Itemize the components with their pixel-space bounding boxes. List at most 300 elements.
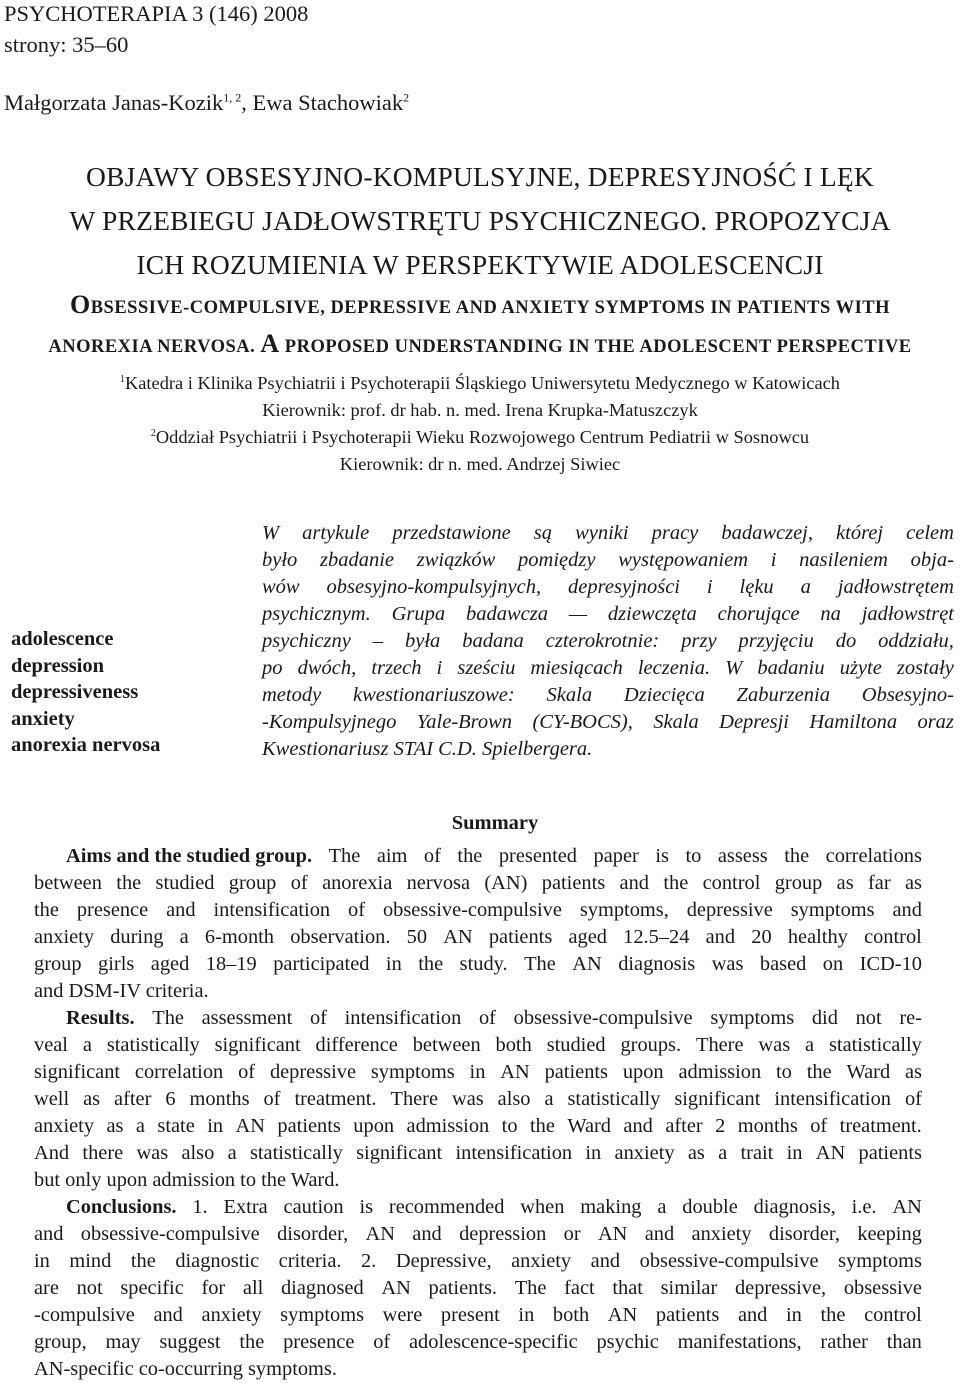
word: did [811, 1007, 838, 1029]
word: the [806, 1061, 832, 1083]
affiliation-head: Kierownik: dr n. med. Andrzej Siwiec [339, 454, 621, 474]
word: in [518, 1304, 535, 1326]
title-line: OBJAWY OBSESYJNO-KOMPULSYJNE, DEPRESYJNOŚĆ I LĘK [86, 161, 874, 192]
author-separator: , [241, 90, 253, 115]
word: when [520, 1196, 565, 1218]
word: anxiety [691, 1223, 752, 1245]
word: aim [376, 845, 408, 867]
word: zostały [896, 657, 954, 679]
word: zbadanie [320, 549, 395, 571]
word: obsessive-compulsive [639, 1250, 819, 1272]
word: – [372, 630, 384, 652]
keyword: anorexia nervosa [11, 734, 161, 756]
word: to [501, 1115, 518, 1137]
word: to [776, 1061, 792, 1083]
word: a [179, 926, 189, 948]
summary-heading: Summary [451, 812, 539, 834]
word: obsessive [843, 1277, 922, 1299]
journal-title: PSYCHOTERAPIA 3 (146) 2008 [4, 1, 309, 26]
word: treatment. [839, 1115, 922, 1137]
word: symptoms [370, 1061, 455, 1083]
word: Yale-Brown [416, 711, 513, 733]
word: and [705, 926, 736, 948]
text-line [34, 1248, 922, 1275]
word: 6-month [204, 926, 275, 948]
text-line [262, 520, 954, 547]
affiliation-line [0, 370, 960, 397]
word: present [440, 1304, 500, 1326]
text-line [34, 1275, 922, 1302]
word: the [130, 1250, 156, 1272]
affiliation-number: 1 [119, 373, 125, 385]
word: a [82, 1034, 92, 1056]
word: użyte [839, 657, 882, 679]
word: keeping [857, 1223, 922, 1245]
word: Hamiltona [809, 711, 898, 733]
author-name: Małgorzata Janas-Kozik [4, 90, 224, 115]
word: nasileniem [799, 549, 888, 571]
word: on [822, 953, 844, 975]
word: The [328, 845, 361, 867]
word: metody [262, 684, 322, 706]
word: group [34, 953, 82, 975]
title-line: W PRZEBIEGU JADŁOWSTRĘTU PSYCHICZNEGO. PROPOZYCJA [69, 205, 891, 236]
word: depresyjności [568, 576, 681, 598]
word: the [34, 899, 59, 921]
word: difference [315, 1034, 398, 1056]
word: depressive [686, 899, 773, 921]
text-line [34, 1086, 922, 1113]
word: obsessive-compulsive [382, 899, 562, 921]
title-line [0, 287, 960, 326]
word: disorder, [768, 1223, 840, 1245]
word: Kwestionariusz STAI C.D. Spielbergera. [262, 738, 593, 760]
word: patients [544, 1061, 608, 1083]
word: 12.5–24 [623, 926, 690, 948]
word: observation. [290, 926, 391, 948]
word: control [864, 926, 922, 948]
title-line: ICH ROZUMIENIA W PERSPEKTYWIE ADOLESCENCJI [136, 249, 824, 280]
word: statistically [106, 1034, 200, 1056]
word: AN [597, 1223, 628, 1245]
word: 18–19 [205, 953, 257, 975]
word: statistically [567, 1088, 661, 1110]
word: AN [607, 1304, 638, 1326]
word: obja- [910, 549, 954, 571]
word: study. [459, 953, 508, 975]
word: groups. [620, 1034, 682, 1056]
word: was [136, 1142, 169, 1164]
word: W [725, 657, 743, 679]
word: AN [815, 1142, 846, 1164]
word: a [805, 1034, 815, 1056]
text-line [262, 601, 954, 628]
word: also [181, 1142, 215, 1164]
word: badawczej, [721, 522, 813, 544]
word: girls [98, 953, 135, 975]
word: -Kompulsyjnego [262, 711, 397, 733]
word: admission [678, 1061, 762, 1083]
word: and [34, 1223, 64, 1245]
word: a [544, 1088, 554, 1110]
word: also [497, 1088, 531, 1110]
word: Depresji [719, 711, 789, 733]
word: Skala [546, 684, 593, 706]
word: correlation [134, 1061, 224, 1083]
word: są [533, 522, 553, 544]
word: wyniki [575, 522, 629, 544]
word: presence [283, 1331, 355, 1353]
word: assessment [201, 1007, 293, 1029]
word: suggest [159, 1331, 221, 1353]
word: assess [717, 845, 768, 867]
word: there [82, 1142, 124, 1164]
word: dziewczęta [607, 603, 697, 625]
word: as [836, 872, 854, 894]
word: fact [564, 1277, 595, 1299]
section-label: Aims and the studied group. [66, 845, 313, 867]
word: było [262, 549, 298, 571]
summary-body [34, 843, 922, 1383]
word: anxiety [614, 1142, 675, 1164]
word: badana [462, 630, 524, 652]
text-line [34, 1356, 922, 1383]
text-line [34, 1113, 922, 1140]
word: than [886, 1331, 922, 1353]
word: związków [416, 549, 496, 571]
word: the [116, 872, 142, 894]
word: presence [76, 899, 149, 921]
word: not [855, 1007, 882, 1029]
word: pracy [651, 522, 699, 544]
word: is [655, 845, 669, 867]
text-line [262, 655, 954, 682]
word: in [34, 1250, 50, 1272]
word: treatment. [294, 1088, 377, 1110]
word: celem [906, 522, 954, 544]
word: 2. [361, 1250, 377, 1272]
word: a [227, 1142, 237, 1164]
word: patients [655, 1304, 720, 1326]
word: badaniu [757, 657, 825, 679]
affiliation-text: Oddział Psychiatrii i Psychoterapii Wieku Rozwojowego Centrum Pediatrii w Sosnowcu [155, 427, 810, 447]
word: anorexia [322, 872, 393, 894]
word: correlations [825, 845, 922, 867]
word: a [718, 1142, 728, 1164]
word: based [759, 953, 807, 975]
word: specific [120, 1277, 184, 1299]
word: a [800, 576, 811, 598]
word: a [135, 1115, 145, 1137]
text-line [262, 547, 954, 574]
word: upon [622, 1061, 664, 1083]
word: in [786, 1142, 803, 1164]
text-line [34, 1194, 922, 1221]
author-affiliation-ref: 2 [403, 90, 410, 105]
keyword: depression [11, 654, 105, 677]
word: of [423, 845, 441, 867]
word: miesiącach [530, 657, 623, 679]
word: of [290, 872, 308, 894]
word: chorujące [717, 603, 800, 625]
word: in [385, 953, 402, 975]
word: do [835, 630, 857, 652]
word: are [34, 1277, 59, 1299]
word: significant [356, 1142, 443, 1164]
word: Depressive, [395, 1250, 492, 1272]
text-line [34, 1140, 922, 1167]
word: control [702, 872, 761, 894]
word: obsessive-compulsive [80, 1223, 260, 1245]
word: -compulsive [34, 1304, 135, 1326]
title-line [0, 326, 960, 365]
word: as [905, 1061, 922, 1083]
word: caution [283, 1196, 344, 1218]
word: Ward [567, 1115, 611, 1137]
word: between [34, 872, 102, 894]
text-line [34, 843, 922, 870]
text-line [34, 1167, 922, 1194]
word: i [770, 549, 777, 571]
word: AN [500, 1061, 530, 1083]
word: The [152, 1007, 184, 1029]
word: after [665, 1115, 703, 1137]
word: AN [235, 1115, 265, 1137]
word: months [189, 1088, 250, 1110]
word: criteria. [278, 1250, 342, 1272]
word: the [663, 872, 689, 894]
word: symptoms [710, 1007, 795, 1029]
word: diagnosis [618, 953, 696, 975]
word: healthy [787, 926, 848, 948]
word: obsessive-compulsive [513, 1007, 693, 1029]
word: 1. [192, 1196, 208, 1218]
word: in [585, 1142, 602, 1164]
text-line [34, 1329, 922, 1356]
word: group [774, 872, 823, 894]
word: admission [406, 1115, 490, 1137]
word: double [682, 1196, 738, 1218]
text-line [34, 924, 922, 951]
text-line [262, 682, 954, 709]
word: symptoms [790, 899, 875, 921]
authors [4, 89, 409, 117]
word: sześciu [457, 657, 516, 679]
section-label: Results. [66, 1007, 135, 1029]
word: dwóch, [297, 657, 357, 679]
word: is [359, 1196, 374, 1218]
word: diagnosis, [753, 1196, 836, 1218]
word: była [405, 630, 441, 652]
word: but only upon admission to the Ward. [34, 1169, 340, 1191]
word: diagnosed [280, 1277, 364, 1299]
title-text: BSESSIVE-COMPULSIVE, DEPRESSIVE AND ANXIETY SYMPTOMS IN PATIENTS WITH [90, 298, 891, 318]
word: intensification [774, 1088, 891, 1110]
word: psychic [596, 1331, 659, 1353]
word: 6 [165, 1088, 176, 1110]
word: manifestations, [677, 1331, 802, 1353]
word: trzech [371, 657, 422, 679]
word: 2 [715, 1115, 726, 1137]
word: Zaburzenia [736, 684, 830, 706]
word: przedstawione [392, 522, 511, 544]
word: presented [498, 845, 577, 867]
word: making [580, 1196, 642, 1218]
affiliation-number: 2 [150, 427, 156, 439]
word: depressive [269, 1061, 357, 1083]
word: all [242, 1277, 264, 1299]
text-line [34, 870, 922, 897]
word: intensification [455, 1142, 573, 1164]
word: significant [214, 1034, 301, 1056]
word: diagnostic [175, 1250, 260, 1272]
word: anxiety [34, 1115, 95, 1137]
text-line [34, 978, 922, 1005]
word: Skala [653, 711, 699, 733]
word: and [892, 899, 922, 921]
word: statistically [249, 1142, 343, 1164]
word: artykule [302, 522, 370, 544]
word: the [457, 845, 483, 867]
word: was [711, 953, 744, 975]
word: przy [681, 630, 717, 652]
word: of [309, 1007, 327, 1029]
word: AN [443, 926, 473, 948]
word: recommended [388, 1196, 505, 1218]
affiliations [0, 370, 960, 478]
title-capital: A [260, 329, 280, 358]
word: AN [381, 1277, 411, 1299]
title-text: PROPOSED UNDERSTANDING IN THE ADOLESCENT PERSPECTIVE [279, 337, 912, 357]
word: i [436, 657, 443, 679]
word: or [563, 1223, 581, 1245]
word: psychiczny [262, 630, 351, 652]
word: intensification [344, 1007, 462, 1029]
word: kwestionariuszowe: [353, 684, 515, 706]
word: and [166, 899, 196, 921]
word: jadłowstrętem [837, 576, 954, 598]
word: veal [34, 1034, 68, 1056]
word: AN [892, 1196, 922, 1218]
text-line [34, 1302, 922, 1329]
word: as [904, 872, 922, 894]
word: po [262, 657, 283, 679]
word: — [568, 603, 588, 625]
word: pomiędzy [518, 549, 596, 571]
word: of [478, 1007, 496, 1029]
word: oraz [917, 711, 954, 733]
word: badawcza [465, 603, 548, 625]
word: significant [34, 1061, 121, 1083]
text-line [262, 709, 954, 736]
word: in [207, 1115, 224, 1137]
word: anxiety [511, 1250, 572, 1272]
affiliation-line [0, 424, 960, 451]
text-line [34, 1221, 922, 1248]
word: trait [740, 1142, 774, 1164]
word: was [758, 1034, 791, 1056]
author-affiliation-ref: 1, 2 [223, 90, 242, 105]
word: intensification [213, 899, 331, 921]
word: oddziału, [878, 630, 954, 652]
keywords [11, 626, 251, 759]
word: patients [541, 872, 606, 894]
text-line [34, 1005, 922, 1032]
word: not [76, 1277, 103, 1299]
word: W [262, 522, 280, 544]
word: Extra [223, 1196, 268, 1218]
word: There [695, 1034, 744, 1056]
word: AN [365, 1223, 395, 1245]
word: in [786, 1304, 802, 1326]
text-line [262, 574, 954, 601]
text-line [34, 951, 922, 978]
word: the [418, 953, 444, 975]
word: przyjęciu [738, 630, 814, 652]
word: group, [34, 1331, 87, 1353]
word: There [390, 1088, 439, 1110]
word: the [820, 1304, 846, 1326]
word: i.e. [851, 1196, 877, 1218]
word: anxiety [201, 1304, 262, 1326]
affiliation-head: Kierownik: prof. dr hab. n. med. Irena Krupka-Matuszczyk [262, 400, 698, 420]
word: was [451, 1088, 484, 1110]
word: as [106, 1115, 124, 1137]
keyword: adolescence [11, 628, 114, 650]
word: far [867, 872, 891, 894]
word: and [590, 1250, 621, 1272]
word: patients [858, 1142, 922, 1164]
title-capital: O [69, 290, 91, 319]
word: and DSM-IV criteria. [34, 980, 209, 1002]
word: and [737, 1304, 768, 1326]
word: And [34, 1142, 70, 1164]
word: depressive, [734, 1277, 827, 1299]
word: during [110, 926, 164, 948]
word: (CY-BOCS), [532, 711, 633, 733]
word: paper [593, 845, 639, 867]
word: a [657, 1196, 667, 1218]
word: The [524, 953, 556, 975]
word: of [263, 1088, 281, 1110]
word: obsesyjno-kompulsyjnych, [326, 576, 542, 598]
word: the [784, 845, 810, 867]
word: psychicznym. [262, 603, 371, 625]
text-line [262, 628, 954, 655]
word: The [514, 1277, 547, 1299]
word: studied [155, 872, 215, 894]
word: of [348, 899, 366, 921]
abstract-polish [262, 520, 954, 763]
article-title-english [0, 287, 960, 365]
word: significant [674, 1088, 761, 1110]
title-text: ANOREXIA NERVOSA. [48, 337, 261, 357]
word: between [412, 1034, 481, 1056]
word: Ward [846, 1061, 891, 1083]
word: were [382, 1304, 423, 1326]
article-title-polish [0, 155, 960, 287]
word: nervosa [406, 872, 471, 894]
word: adolescence-specific [409, 1331, 578, 1353]
word: anxiety [34, 926, 95, 948]
text-line [34, 897, 922, 924]
word: wów [262, 576, 300, 598]
word: to [685, 845, 702, 867]
word: depression [459, 1223, 547, 1245]
word: 50 [406, 926, 428, 948]
word: statistically [828, 1034, 922, 1056]
word: 20 [751, 926, 772, 948]
